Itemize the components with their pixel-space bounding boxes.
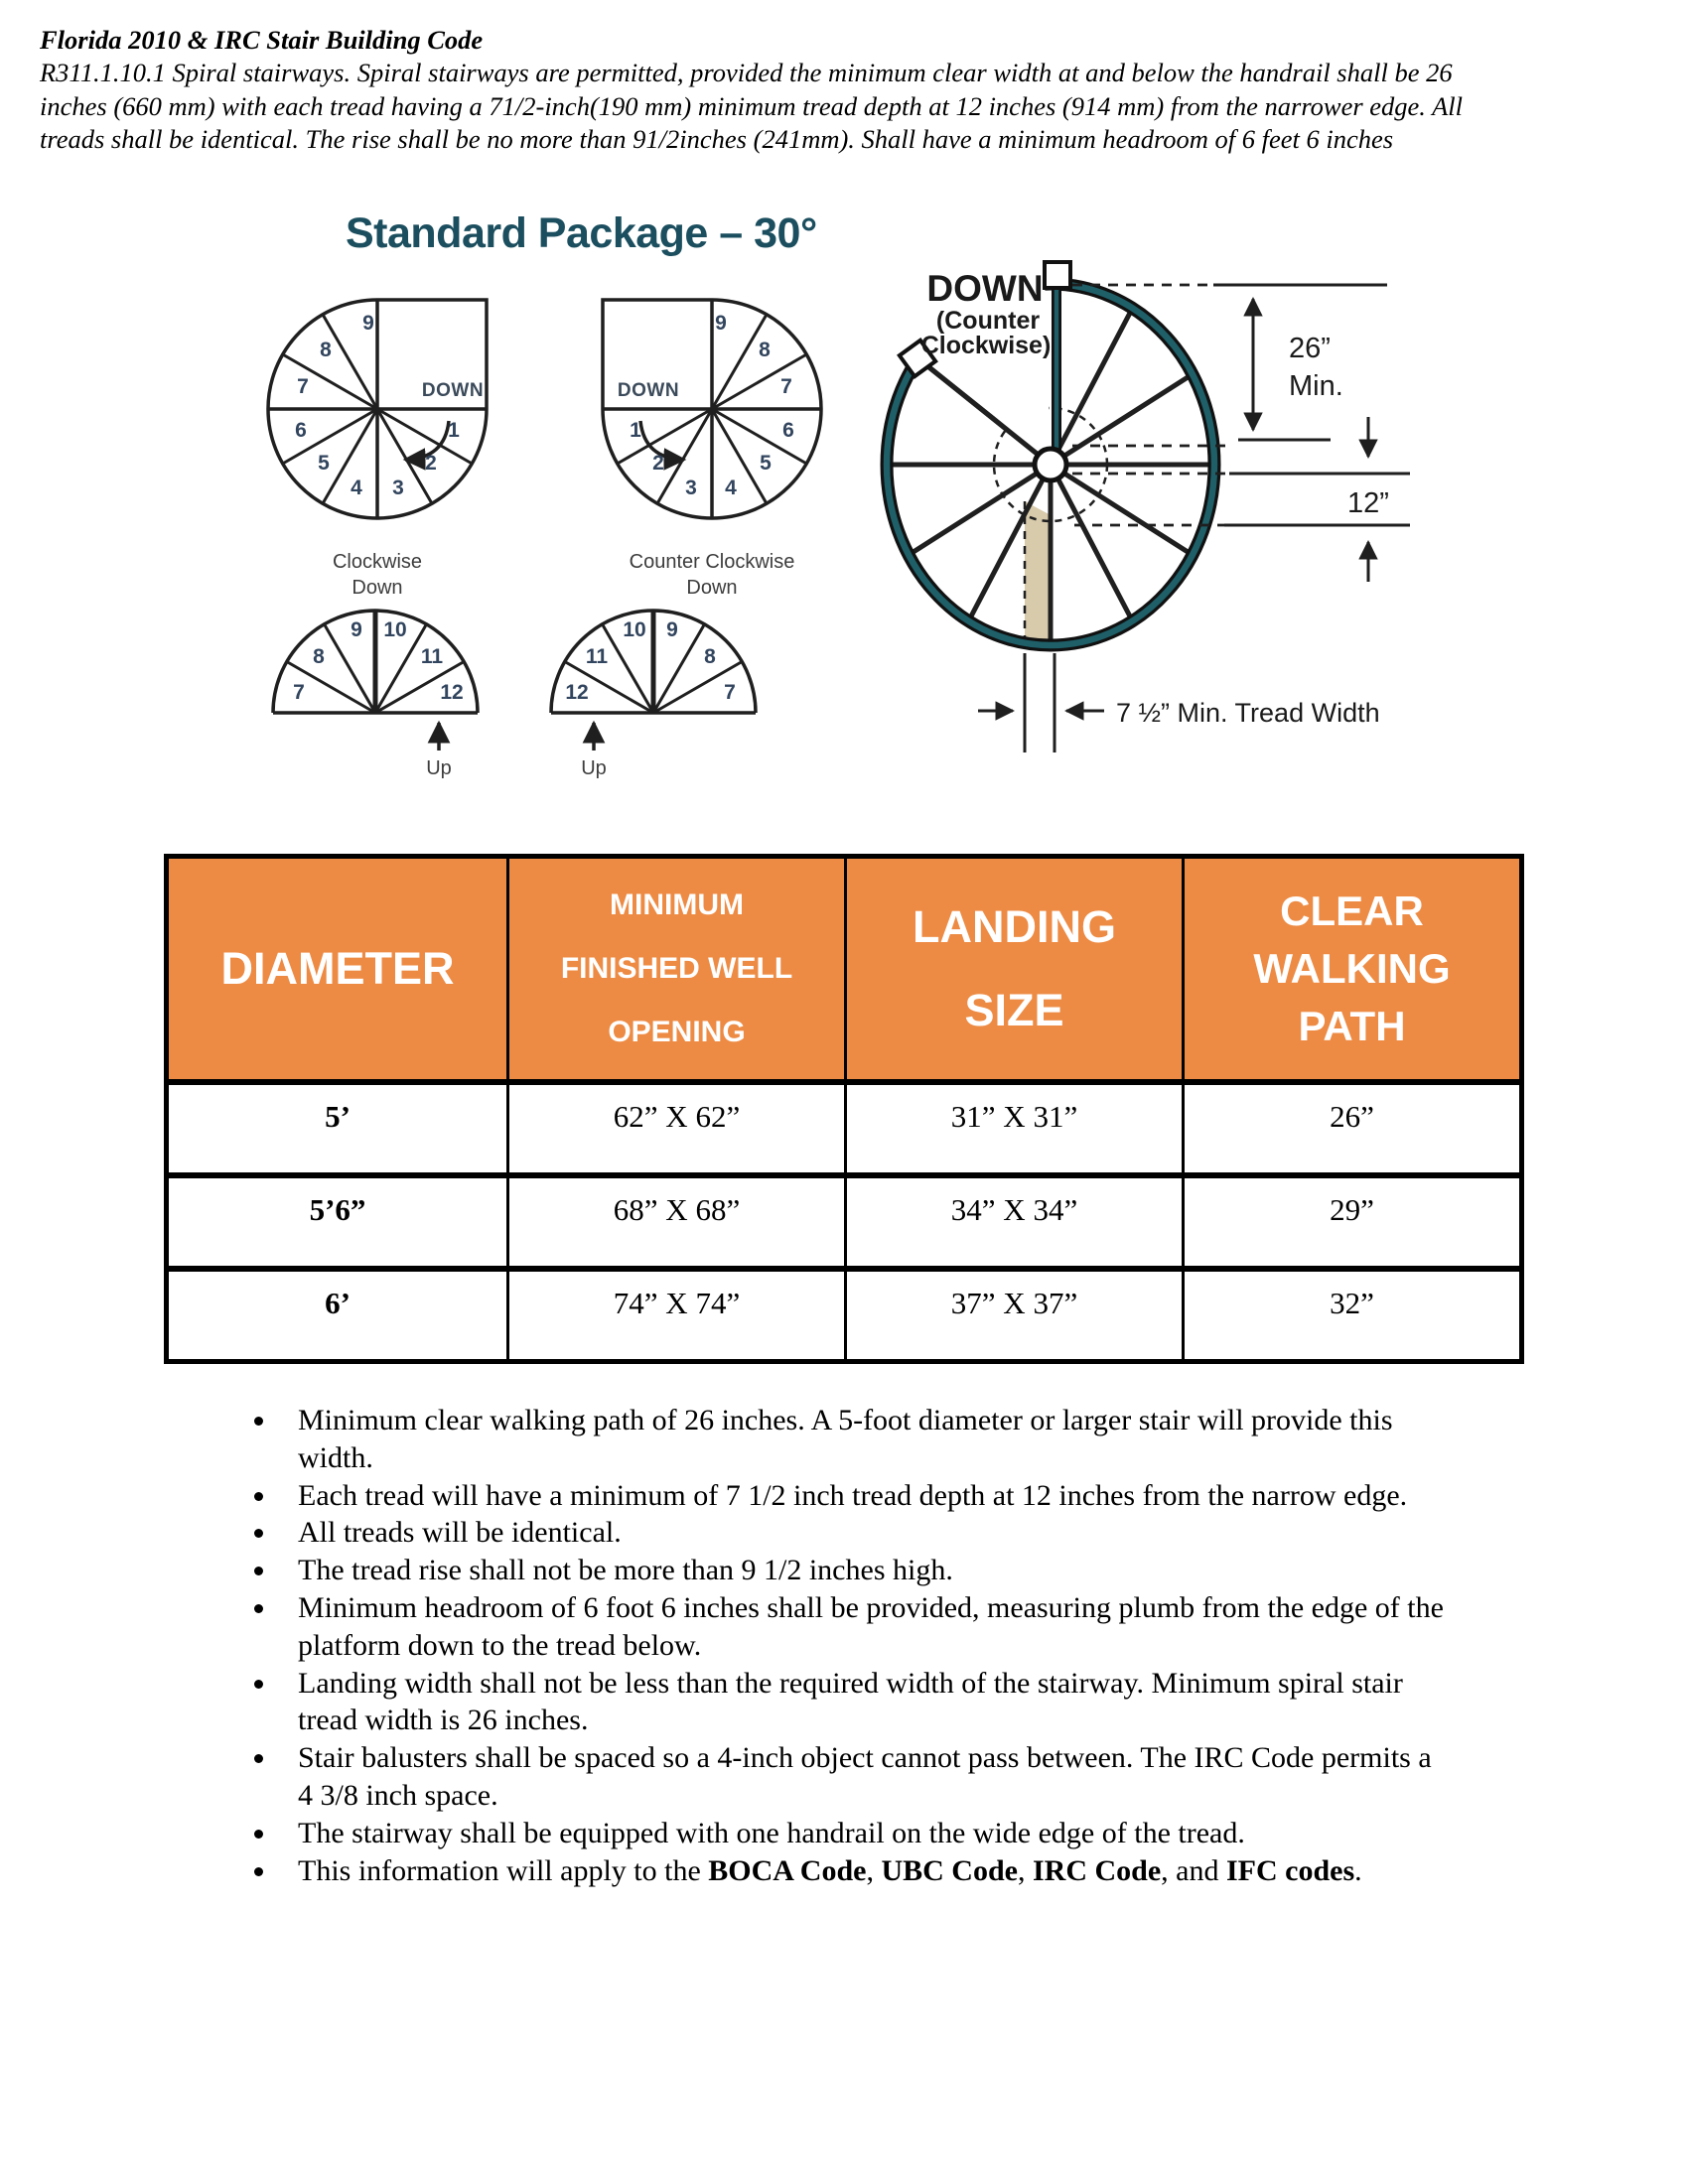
tread-number: 8 — [320, 339, 332, 361]
plan-down-sub: Clockwise) — [920, 332, 1052, 359]
tread-number: 11 — [585, 645, 609, 668]
tread-number: 5 — [318, 452, 330, 475]
tread-number: 5 — [760, 452, 772, 475]
list-item: Each tread will have a minimum of 7 1/2 inch tread depth at 12 inches from the narrow edge. — [252, 1477, 1444, 1515]
clockwise-upper-treads-diagram — [273, 611, 478, 779]
tread-number: 7 — [724, 681, 736, 704]
cell-well-opening: 74” X 74” — [506, 1272, 844, 1359]
spiral-stair-plan-diagram — [871, 213, 1410, 752]
newel-post — [1045, 262, 1070, 288]
tread-number: 2 — [425, 452, 437, 475]
up-label: Up — [581, 757, 607, 779]
requirements-list — [252, 1402, 1444, 1889]
up-label: Up — [426, 757, 452, 779]
cell-walking-path: 29” — [1182, 1178, 1519, 1266]
tread-number: 4 — [351, 477, 362, 499]
down-label: DOWN — [617, 380, 680, 401]
tread-number: 9 — [351, 618, 362, 641]
tread-number: 7 — [780, 375, 792, 398]
column-header-walking-path: CLEAR WALKING PATH — [1182, 859, 1519, 1079]
table-row — [169, 1266, 1519, 1359]
center-column — [1035, 449, 1066, 480]
diagram-caption: Down — [352, 577, 403, 599]
clockwise-down-diagram — [268, 300, 487, 599]
tread-number: 7 — [297, 375, 309, 398]
list-item: Landing width shall not be less than the required width of the stairway. Minimum spiral stair tread width is 26 inches. — [252, 1665, 1444, 1740]
tread-number: 10 — [383, 618, 407, 641]
column-header-landing-size: LANDING SIZE — [844, 859, 1182, 1079]
diagram-caption: Counter Clockwise — [629, 551, 795, 573]
tread-number: 11 — [420, 645, 444, 668]
list-item-codes: This information will apply to the BOCA Code, UBC Code, IRC Code, and IFC codes. — [252, 1852, 1444, 1890]
tread-number: 8 — [313, 645, 325, 668]
figure-title: Standard Package – 30° — [346, 209, 817, 257]
tread-number: 1 — [630, 419, 641, 442]
tread-number: 7 — [293, 681, 305, 704]
spiral-stair-spec-table — [164, 854, 1524, 1364]
tread-number: 12 — [440, 681, 464, 704]
cell-well-opening: 68” X 68” — [506, 1178, 844, 1266]
diagram-caption: Down — [686, 577, 738, 599]
column-header-well-opening: MINIMUM FINISHED WELL OPENING — [506, 859, 844, 1079]
counter-clockwise-upper-treads-diagram — [551, 611, 756, 779]
tread-number: 6 — [295, 419, 307, 442]
list-item: Minimum clear walking path of 26 inches. A 5-foot diameter or larger stair will provide this width. — [252, 1402, 1444, 1477]
tread-number: 9 — [715, 312, 727, 335]
list-item: The stairway shall be equipped with one handrail on the wide edge of the tread. — [252, 1815, 1444, 1852]
plan-down-sub: (Counter — [935, 307, 1041, 335]
cell-diameter: 5’6” — [309, 1192, 366, 1227]
tread-number: 4 — [725, 477, 737, 499]
tread-number: 12 — [565, 681, 589, 704]
list-item: Minimum headroom of 6 foot 6 inches shall be provided, measuring plumb from the edge of the platform down to the tread below. — [252, 1589, 1444, 1665]
code-paragraph-line: inches (660 mm) with each tread having a 71/2-inch(190 mm) minimum tread depth at 12 inches (914 mm) from the narrower edge. All — [40, 90, 1463, 121]
tread-number: 8 — [704, 645, 716, 668]
document-title: Florida 2010 & IRC Stair Building Code — [40, 25, 484, 55]
cell-landing-size: 31” X 31” — [844, 1085, 1182, 1172]
list-item: All treads will be identical. — [252, 1514, 1444, 1552]
cell-diameter: 6’ — [325, 1286, 351, 1320]
cell-landing-size: 37” X 37” — [844, 1272, 1182, 1359]
stair-diagrams-figure — [0, 0, 1688, 834]
dimension-label-26-min: Min. — [1289, 370, 1343, 402]
column-header-diameter: DIAMETER — [220, 943, 455, 994]
diagram-caption: Clockwise — [332, 551, 423, 573]
cell-walking-path: 26” — [1182, 1085, 1519, 1172]
tread-number: 2 — [652, 452, 664, 475]
tread-number: 8 — [759, 339, 771, 361]
code-paragraph-line: treads shall be identical. The rise shall be no more than 91/2inches (241mm). Shall have a minimum headroom of 6 feet 6 inches — [40, 124, 1394, 155]
cell-well-opening: 62” X 62” — [506, 1085, 844, 1172]
cell-landing-size: 34” X 34” — [844, 1178, 1182, 1266]
tread-number: 9 — [362, 312, 374, 335]
table-row — [169, 1172, 1519, 1266]
tread-number: 9 — [666, 618, 678, 641]
dimension-label-26: 26” — [1289, 333, 1331, 364]
code-paragraph-line: R311.1.10.1 Spiral stairways. Spiral stairways are permitted, provided the minimum clear width at and below the handrail shall be 26 — [40, 58, 1453, 88]
plan-down-label: DOWN — [926, 268, 1044, 309]
tread-width-label: 7 ½” Min. Tread Width — [1116, 698, 1380, 728]
list-item: Stair balusters shall be spaced so a 4-inch object cannot pass between. The IRC Code permits a 4 3/8 inch space. — [252, 1739, 1444, 1815]
counter-clockwise-down-diagram — [603, 300, 821, 599]
tread-number: 3 — [392, 477, 404, 499]
tread-number: 6 — [782, 419, 794, 442]
down-label: DOWN — [421, 380, 485, 401]
tread-number: 3 — [685, 477, 697, 499]
table-row — [169, 1079, 1519, 1172]
cell-walking-path: 32” — [1182, 1272, 1519, 1359]
cell-diameter: 5’ — [325, 1099, 351, 1134]
dimension-label-12: 12” — [1347, 487, 1389, 519]
tread-number: 1 — [448, 419, 460, 442]
table-header-row — [169, 859, 1519, 1079]
list-item: The tread rise shall not be more than 9 1/2 inches high. — [252, 1552, 1444, 1589]
tread-number: 10 — [623, 618, 646, 641]
